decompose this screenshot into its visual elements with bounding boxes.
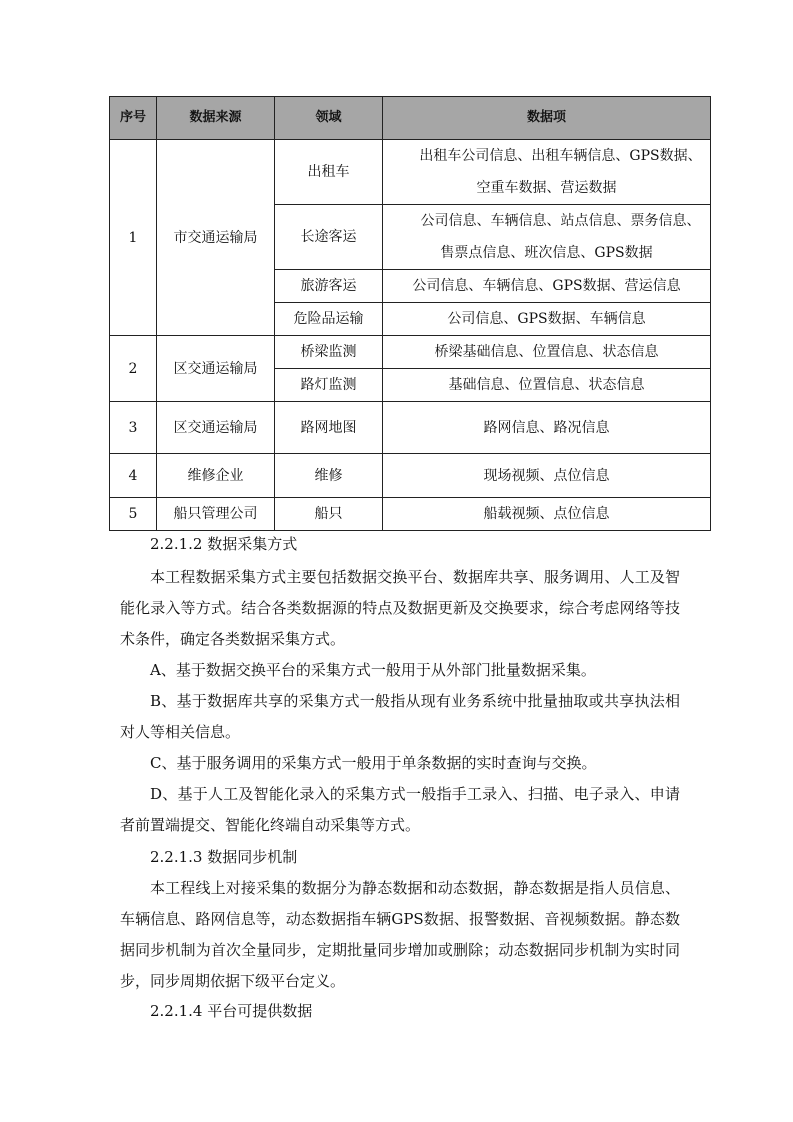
row-no: 2 [110,336,157,402]
row-domain: 桥梁监测 [275,336,383,369]
row-items: 公司信息、车辆信息、GPS数据、营运信息 [383,270,711,303]
row-domain: 长途客运 [275,205,383,270]
section-heading-2-2-1-4: 2.2.1.4 平台可提供数据 [150,1002,313,1020]
table-header-row [110,97,711,140]
row-items: 出租车公司信息、出租车辆信息、GPS数据、空重车数据、营运数据 [383,140,711,205]
table-row [110,140,711,205]
header-source: 数据来源 [157,97,275,140]
row-no: 4 [110,454,157,498]
section-heading-2-2-1-3: 2.2.1.3 数据同步机制 [150,848,298,866]
row-no: 3 [110,402,157,454]
row-items: 基础信息、位置信息、状态信息 [383,369,711,402]
row-no: 5 [110,498,157,531]
paragraph-collection-methods: 本工程数据采集方式主要包括数据交换平台、数据库共享、服务调用、人工及智能化录入等方式。结合各类数据源的特点及数据更新及交换要求，综合考虑网络等技术条件，确定各类数据采集方式。 [120,568,680,648]
row-domain: 船只 [275,498,383,531]
row-items: 桥梁基础信息、位置信息、状态信息 [383,336,711,369]
row-domain: 旅游客运 [275,270,383,303]
row-source: 维修企业 [157,454,275,498]
table-row [110,402,711,454]
row-items: 现场视频、点位信息 [383,454,711,498]
table-row [110,498,711,531]
header-items: 数据项 [383,97,711,140]
row-no: 1 [110,140,157,336]
paragraph-method-c: C、基于服务调用的采集方式一般用于单条数据的实时查询与交换。 [150,754,597,772]
row-items: 船载视频、点位信息 [383,498,711,531]
row-items: 公司信息、车辆信息、站点信息、票务信息、售票点信息、班次信息、GPS数据 [383,205,711,270]
header-domain: 领域 [275,97,383,140]
table-row [110,336,711,369]
paragraph-sync-mechanism: 本工程线上对接采集的数据分为静态数据和动态数据，静态数据是指人员信息、车辆信息、路网信息等，动态数据指车辆GPS数据、报警数据、音视频数据。静态数据同步机制为首次全量同步，定期批量同步增加或删除；动态数据同步机制为实时同步，同步周期依据下级平台定义。 [120,879,680,990]
table-row [110,454,711,498]
row-domain: 出租车 [275,140,383,205]
row-domain: 路灯监测 [275,369,383,402]
header-no: 序号 [110,97,157,140]
row-items: 公司信息、GPS数据、车辆信息 [383,303,711,336]
row-domain: 路网地图 [275,402,383,454]
row-source: 市交通运输局 [157,140,275,336]
paragraph-method-a: A、基于数据交换平台的采集方式一般用于从外部门批量数据采集。 [150,661,596,679]
section-heading-2-2-1-2: 2.2.1.2 数据采集方式 [150,535,298,553]
row-items: 路网信息、路况信息 [383,402,711,454]
paragraph-method-b: B、基于数据库共享的采集方式一般指从现有业务系统中批量抽取或共享执法相对人等相关信息。 [120,692,680,741]
row-domain: 危险品运输 [275,303,383,336]
row-source: 船只管理公司 [157,498,275,531]
row-source: 区交通运输局 [157,336,275,402]
data-source-table [109,96,711,531]
paragraph-method-d: D、基于人工及智能化录入的采集方式一般指手工录入、扫描、电子录入、申请者前置端提交、智能化终端自动采集等方式。 [120,785,680,834]
row-source: 区交通运输局 [157,402,275,454]
row-domain: 维修 [275,454,383,498]
